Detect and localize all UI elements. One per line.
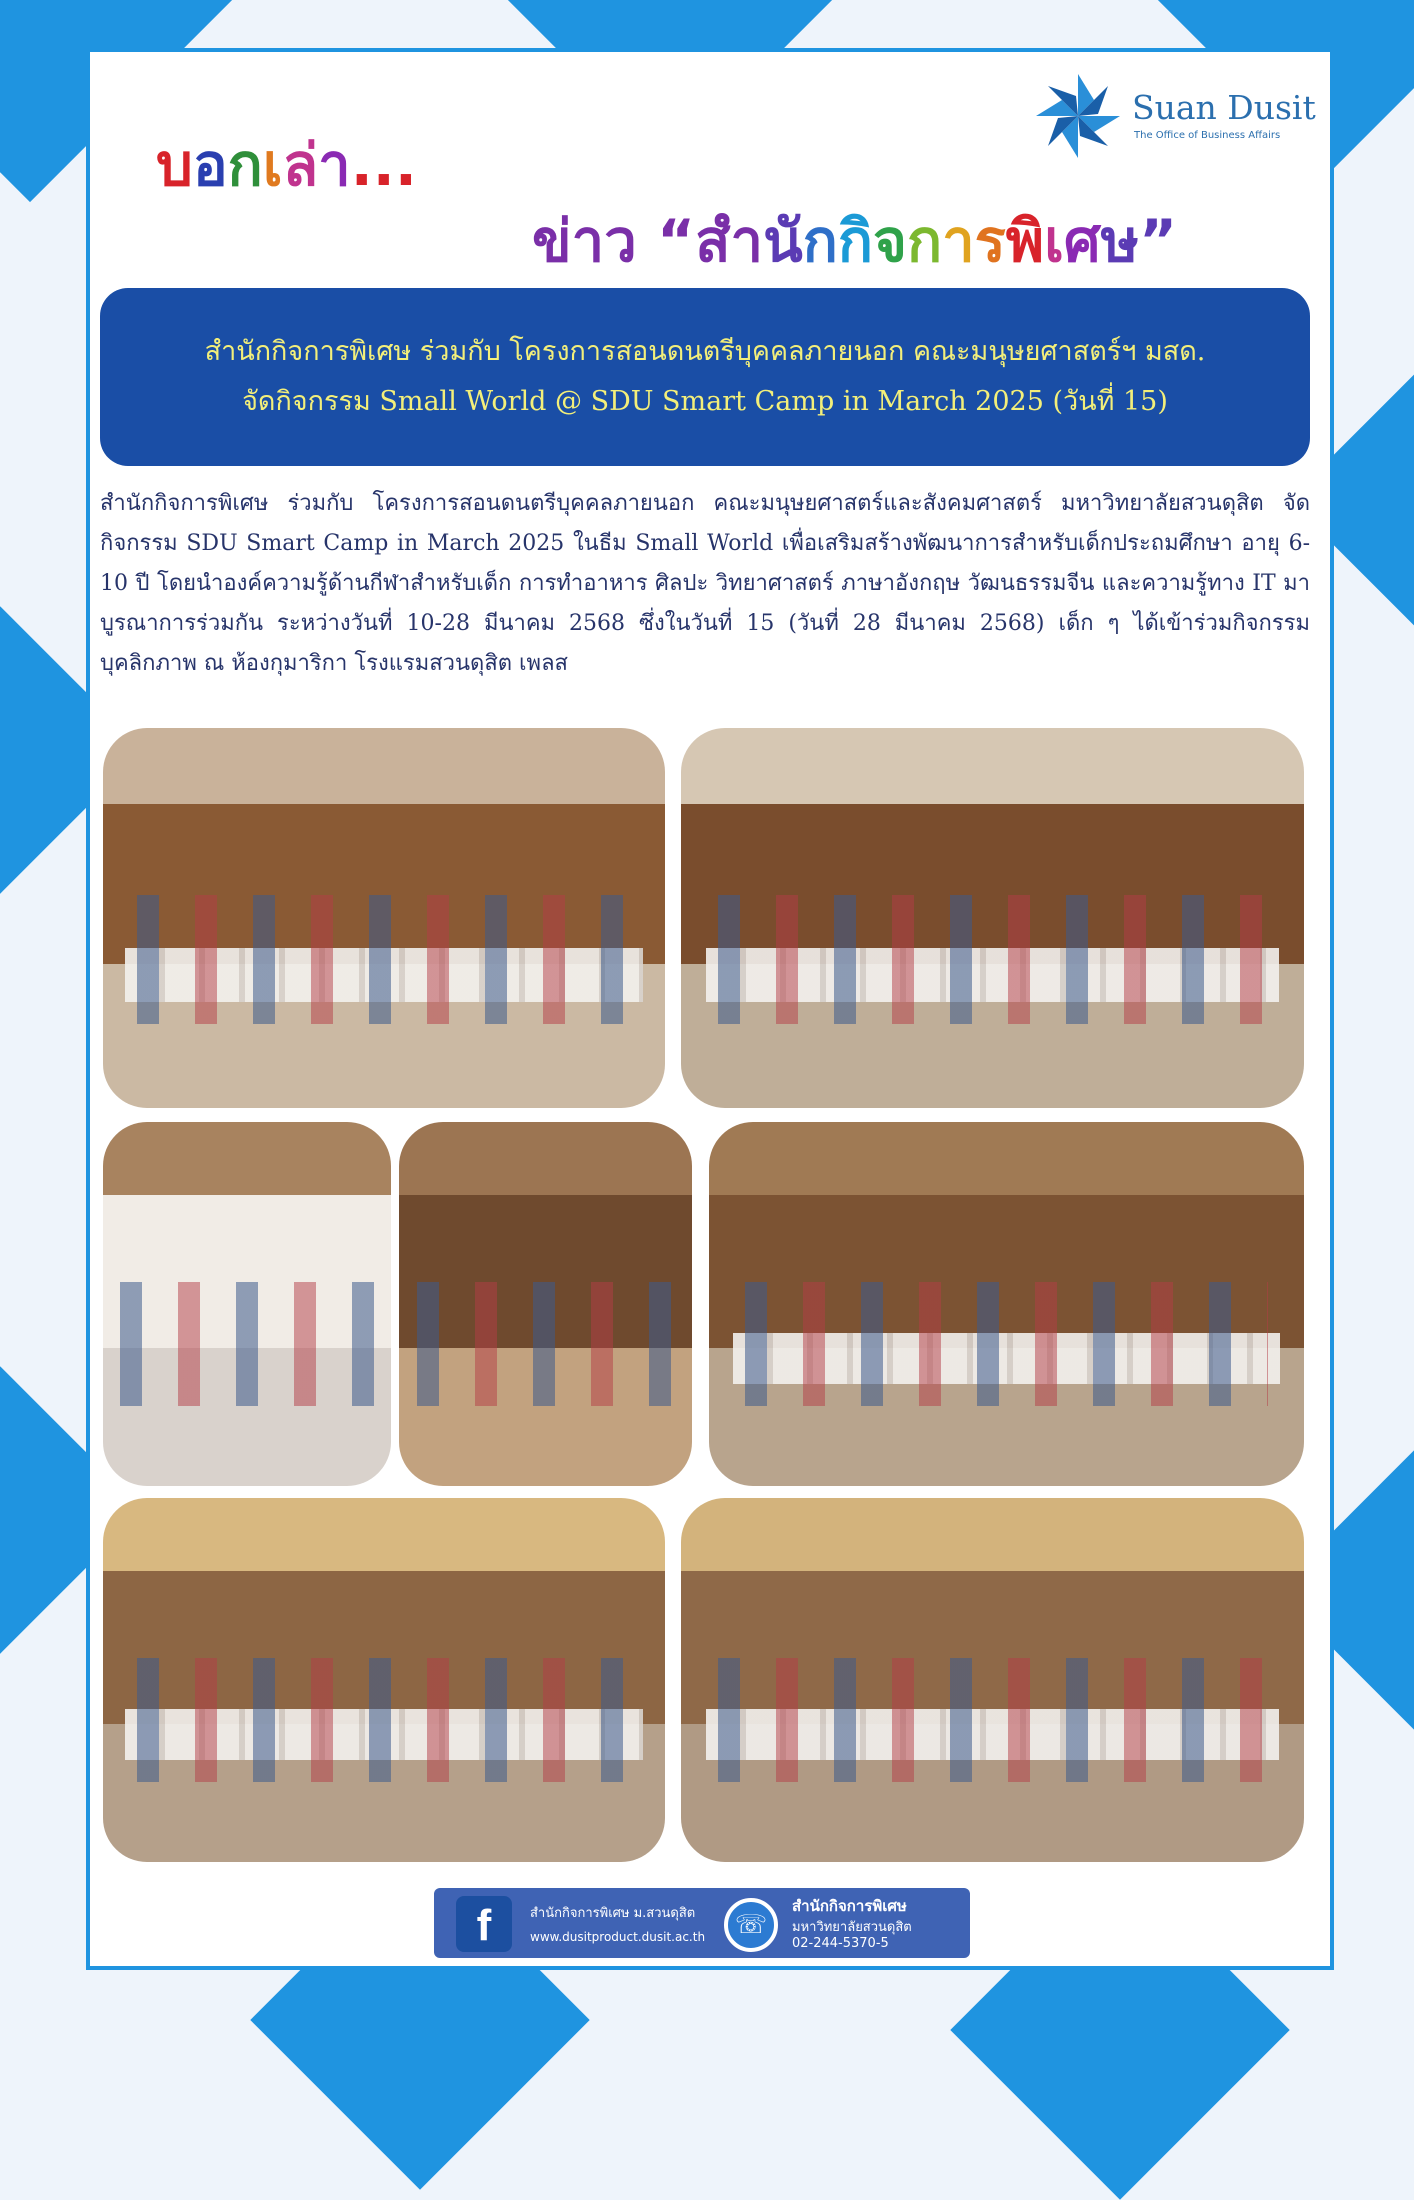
kicker-letter: ... bbox=[350, 131, 417, 199]
title-banner bbox=[100, 288, 1310, 466]
phone-number: 02-244-5370-5 bbox=[792, 1936, 889, 1951]
facebook-icon[interactable]: f bbox=[456, 1896, 512, 1952]
org-university: มหาวิทยาลัยสวนดุสิต bbox=[792, 1920, 912, 1935]
headline-letter: นั bbox=[763, 207, 803, 275]
kicker-letter: า bbox=[318, 131, 351, 199]
headline-letter: ร bbox=[974, 207, 1006, 275]
photo-1 bbox=[103, 728, 665, 1108]
photo-7 bbox=[681, 1498, 1304, 1862]
kicker-letter: ก bbox=[227, 131, 263, 199]
headline-letter: ษ bbox=[1100, 207, 1139, 275]
website-link[interactable]: www.dusitproduct.dusit.ac.th bbox=[530, 1930, 706, 1944]
photo-5 bbox=[709, 1122, 1304, 1486]
headline-letter: ก bbox=[802, 207, 838, 275]
headline-letter: กิ bbox=[837, 207, 873, 275]
photo-3 bbox=[103, 1122, 391, 1486]
title-line-2: จัดกิจกรรม Small World @ SDU Smart Camp in March 2025 (วันที่ 15) bbox=[242, 386, 1168, 417]
headline-letter: พิ bbox=[1005, 207, 1045, 275]
photo-6 bbox=[103, 1498, 665, 1862]
photo-2 bbox=[681, 728, 1304, 1108]
photo-4 bbox=[399, 1122, 692, 1486]
headline-letter: เ bbox=[1044, 207, 1064, 275]
headline-name bbox=[695, 207, 1139, 275]
logo-wordmark: Suan Dusit bbox=[1132, 88, 1316, 127]
article-body: สำนักกิจการพิเศษ ร่วมกับ โครงการสอนดนตรีบุคคลภายนอก คณะมนุษยศาสตร์และสังคมศาสตร์ มหาวิทยาลัยสวนดุสิต จัดกิจกรรม SDU Smart Camp in March 2025 ในธีม Small World เพื่อเสริมสร้างพัฒนาการสำหรับเด็กประถมศึกษา อายุ 6-10 ปี โดยนำองค์ความรู้ด้านกีฬาสำหรับเด็ก การทำอาหาร ศิลปะ วิทยาศาสตร์ ภาษาอังกฤษ วัฒนธรรมจีน และความรู้ทาง IT มาบูรณาการร่วมกัน ระหว่างวันที่ 10-28 มีนาคม 2568 ซึ่งในวันที่ 15 (วันที่ 28 มีนาคม 2568) เด็ก ๆ ได้เข้าร่วมกิจกรรมบุคลิกภาพ ณ ห้องกุมาริกา โรงแรมสวนดุสิต เพลส bbox=[100, 491, 1310, 676]
pinwheel-icon bbox=[1032, 70, 1124, 162]
suan-dusit-logo bbox=[1032, 70, 1314, 162]
kicker-letter: ล่ bbox=[282, 131, 319, 199]
facebook-page-name: สำนักกิจการพิเศษ ม.สวนดุสิต bbox=[530, 1906, 696, 1921]
headline bbox=[532, 194, 1177, 287]
kicker-letter: บ bbox=[156, 131, 193, 199]
contact-banner bbox=[434, 1888, 970, 1958]
headline-prefix: ข่าว “ bbox=[532, 207, 696, 275]
title-line-1: สำนักกิจการพิเศษ ร่วมกับ โครงการสอนดนตรีบุคคลภายนอก คณะมนุษยศาสตร์ฯ มสด. bbox=[204, 336, 1206, 367]
headline-suffix: ” bbox=[1138, 207, 1178, 275]
org-name: สำนักกิจการพิเศษ bbox=[792, 1897, 907, 1915]
headline-letter: ก bbox=[906, 207, 943, 275]
logo-subtitle: The Office of Business Affairs bbox=[1134, 130, 1281, 141]
phone-icon[interactable]: ☏ bbox=[724, 1898, 778, 1952]
kicker-text bbox=[156, 118, 417, 211]
headline-letter: า bbox=[942, 207, 975, 275]
headline-letter: จ bbox=[872, 207, 907, 275]
headline-letter: สำ bbox=[695, 207, 764, 275]
kicker-letter: อ bbox=[192, 131, 228, 199]
headline-letter: ศ bbox=[1063, 207, 1101, 275]
kicker-letter: เ bbox=[262, 131, 283, 199]
